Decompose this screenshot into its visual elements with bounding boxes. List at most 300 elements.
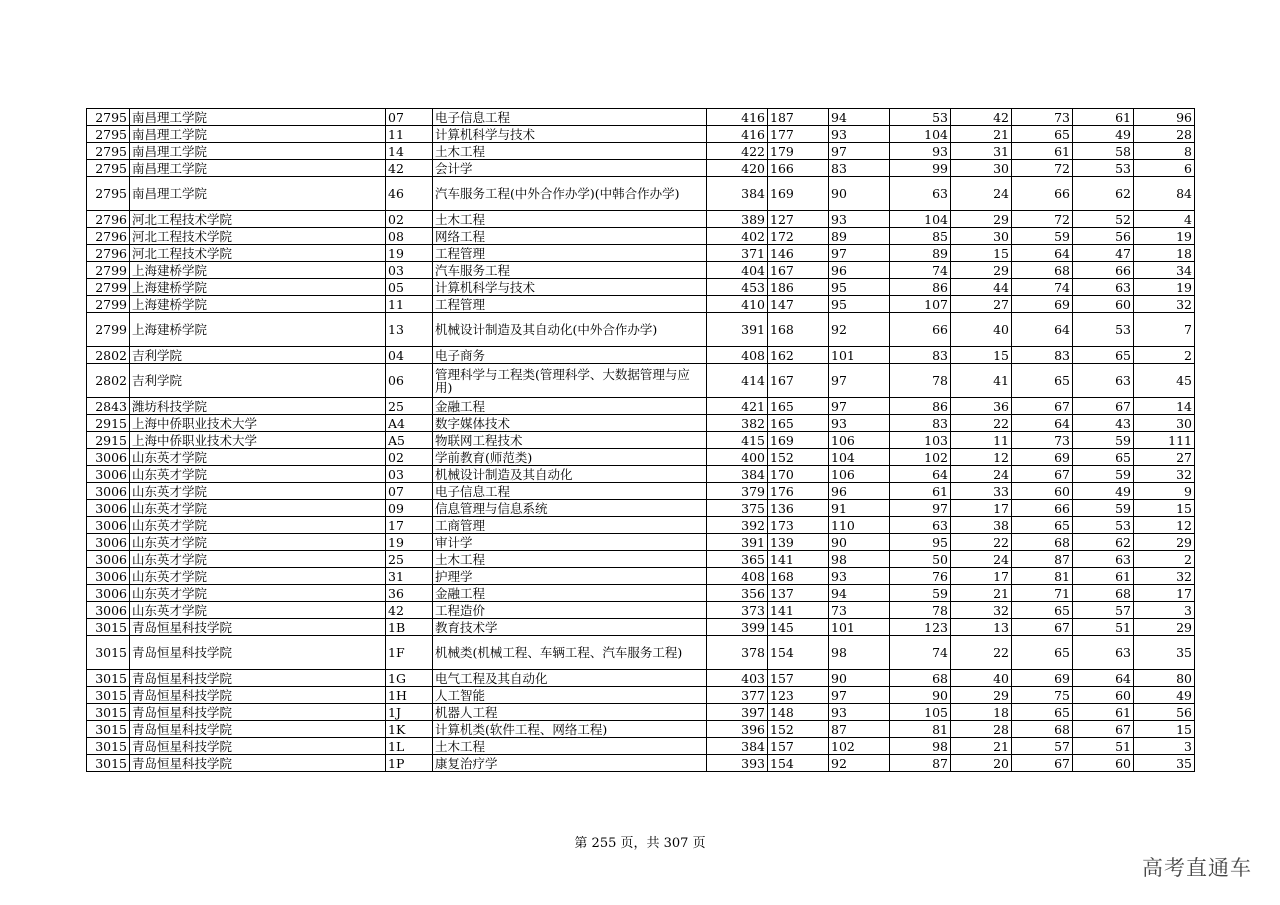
- school-code-cell: 3015: [87, 721, 130, 738]
- rank-cell: 32: [1134, 296, 1195, 313]
- score-col-5-cell: 29: [951, 262, 1012, 279]
- score-col-6-cell: 83: [1012, 347, 1073, 364]
- score-col-5-cell: 20: [951, 755, 1012, 772]
- school-name-cell: 南昌理工学院: [130, 109, 386, 126]
- score-col-4-cell: 81: [890, 721, 951, 738]
- score-col-7-cell: 53: [1073, 160, 1134, 177]
- major-name-cell: 汽车服务工程: [433, 262, 707, 279]
- score-col-3-cell: 95: [829, 279, 890, 296]
- table-row: [87, 364, 1195, 398]
- major-code-cell: 03: [386, 262, 433, 279]
- score-col-4-cell: 78: [890, 602, 951, 619]
- score-col-6-cell: 57: [1012, 738, 1073, 755]
- major-code-cell: 25: [386, 551, 433, 568]
- rank-cell: 4: [1134, 211, 1195, 228]
- score-col-4-cell: 86: [890, 398, 951, 415]
- school-name-cell: 山东英才学院: [130, 466, 386, 483]
- major-code-cell: 1J: [386, 704, 433, 721]
- score-col-5-cell: 12: [951, 449, 1012, 466]
- school-code-cell: 2799: [87, 279, 130, 296]
- score-col-2-cell: 157: [768, 738, 829, 755]
- school-name-cell: 山东英才学院: [130, 568, 386, 585]
- total-score-cell: 377: [707, 687, 768, 704]
- score-col-2-cell: 152: [768, 721, 829, 738]
- rank-cell: 18: [1134, 245, 1195, 262]
- total-score-cell: 421: [707, 398, 768, 415]
- major-name-cell: 计算机科学与技术: [433, 279, 707, 296]
- major-name-cell: 机械类(机械工程、车辆工程、汽车服务工程): [433, 636, 707, 670]
- major-name-cell: 护理学: [433, 568, 707, 585]
- score-col-4-cell: 66: [890, 313, 951, 347]
- score-col-6-cell: 65: [1012, 364, 1073, 398]
- major-code-cell: 1G: [386, 670, 433, 687]
- rank-cell: 3: [1134, 738, 1195, 755]
- score-col-2-cell: 157: [768, 670, 829, 687]
- school-name-cell: 山东英才学院: [130, 551, 386, 568]
- score-col-5-cell: 22: [951, 636, 1012, 670]
- school-code-cell: 3006: [87, 602, 130, 619]
- score-col-3-cell: 96: [829, 262, 890, 279]
- total-score-cell: 404: [707, 262, 768, 279]
- score-col-6-cell: 67: [1012, 398, 1073, 415]
- school-name-cell: 山东英才学院: [130, 517, 386, 534]
- score-col-6-cell: 69: [1012, 296, 1073, 313]
- major-name-cell: 工程管理: [433, 245, 707, 262]
- score-col-7-cell: 51: [1073, 738, 1134, 755]
- school-code-cell: 3006: [87, 568, 130, 585]
- score-col-4-cell: 93: [890, 143, 951, 160]
- score-col-4-cell: 87: [890, 755, 951, 772]
- rank-cell: 35: [1134, 636, 1195, 670]
- rank-cell: 111: [1134, 432, 1195, 449]
- score-col-2-cell: 167: [768, 262, 829, 279]
- score-col-3-cell: 98: [829, 551, 890, 568]
- table-row: [87, 211, 1195, 228]
- score-col-7-cell: 63: [1073, 364, 1134, 398]
- score-col-6-cell: 65: [1012, 602, 1073, 619]
- school-name-cell: 南昌理工学院: [130, 126, 386, 143]
- table-row: [87, 313, 1195, 347]
- score-col-5-cell: 17: [951, 568, 1012, 585]
- major-name-cell: 工程管理: [433, 296, 707, 313]
- rank-cell: 14: [1134, 398, 1195, 415]
- school-code-cell: 3006: [87, 517, 130, 534]
- score-col-5-cell: 22: [951, 534, 1012, 551]
- score-col-7-cell: 59: [1073, 466, 1134, 483]
- score-col-7-cell: 67: [1073, 721, 1134, 738]
- major-code-cell: 03: [386, 466, 433, 483]
- score-col-7-cell: 67: [1073, 398, 1134, 415]
- score-col-2-cell: 154: [768, 755, 829, 772]
- school-name-cell: 上海建桥学院: [130, 296, 386, 313]
- major-name-cell: 计算机类(软件工程、网络工程): [433, 721, 707, 738]
- rank-cell: 35: [1134, 755, 1195, 772]
- major-code-cell: 08: [386, 228, 433, 245]
- score-col-6-cell: 65: [1012, 517, 1073, 534]
- score-col-2-cell: 166: [768, 160, 829, 177]
- score-col-6-cell: 65: [1012, 704, 1073, 721]
- rank-cell: 27: [1134, 449, 1195, 466]
- score-col-4-cell: 74: [890, 636, 951, 670]
- total-score-cell: 403: [707, 670, 768, 687]
- score-col-3-cell: 91: [829, 500, 890, 517]
- major-name-cell: 信息管理与信息系统: [433, 500, 707, 517]
- school-name-cell: 青岛恒星科技学院: [130, 755, 386, 772]
- total-score-cell: 400: [707, 449, 768, 466]
- score-col-3-cell: 97: [829, 245, 890, 262]
- score-col-7-cell: 60: [1073, 687, 1134, 704]
- score-col-4-cell: 68: [890, 670, 951, 687]
- score-col-4-cell: 83: [890, 415, 951, 432]
- score-col-5-cell: 24: [951, 466, 1012, 483]
- major-name-cell: 教育技术学: [433, 619, 707, 636]
- school-code-cell: 2795: [87, 109, 130, 126]
- rank-cell: 17: [1134, 585, 1195, 602]
- score-col-2-cell: 123: [768, 687, 829, 704]
- rank-cell: 3: [1134, 602, 1195, 619]
- school-code-cell: 2795: [87, 177, 130, 211]
- score-col-4-cell: 63: [890, 517, 951, 534]
- major-name-cell: 会计学: [433, 160, 707, 177]
- total-score-cell: 384: [707, 738, 768, 755]
- table-row: [87, 415, 1195, 432]
- total-score-cell: 375: [707, 500, 768, 517]
- school-code-cell: 3006: [87, 466, 130, 483]
- table-row: [87, 585, 1195, 602]
- school-code-cell: 3015: [87, 636, 130, 670]
- major-name-cell: 电子信息工程: [433, 109, 707, 126]
- score-col-3-cell: 106: [829, 466, 890, 483]
- score-col-7-cell: 65: [1073, 449, 1134, 466]
- score-col-3-cell: 90: [829, 670, 890, 687]
- rank-cell: 28: [1134, 126, 1195, 143]
- score-col-2-cell: 139: [768, 534, 829, 551]
- score-col-7-cell: 66: [1073, 262, 1134, 279]
- major-name-cell: 土木工程: [433, 211, 707, 228]
- score-col-2-cell: 168: [768, 568, 829, 585]
- score-col-2-cell: 169: [768, 177, 829, 211]
- score-col-2-cell: 167: [768, 364, 829, 398]
- table-row: [87, 177, 1195, 211]
- score-col-6-cell: 81: [1012, 568, 1073, 585]
- school-name-cell: 河北工程技术学院: [130, 245, 386, 262]
- major-code-cell: A4: [386, 415, 433, 432]
- score-col-2-cell: 162: [768, 347, 829, 364]
- major-name-cell: 学前教育(师范类): [433, 449, 707, 466]
- major-code-cell: 11: [386, 126, 433, 143]
- school-code-cell: 3015: [87, 704, 130, 721]
- major-code-cell: 19: [386, 534, 433, 551]
- major-code-cell: 36: [386, 585, 433, 602]
- table-row: [87, 534, 1195, 551]
- score-col-7-cell: 63: [1073, 551, 1134, 568]
- score-col-3-cell: 95: [829, 296, 890, 313]
- score-col-6-cell: 61: [1012, 143, 1073, 160]
- total-score-cell: 415: [707, 432, 768, 449]
- rank-cell: 2: [1134, 347, 1195, 364]
- school-name-cell: 南昌理工学院: [130, 160, 386, 177]
- table-row: [87, 449, 1195, 466]
- score-col-3-cell: 92: [829, 313, 890, 347]
- table-row: [87, 687, 1195, 704]
- school-name-cell: 上海中侨职业技术大学: [130, 415, 386, 432]
- score-col-7-cell: 61: [1073, 109, 1134, 126]
- score-col-5-cell: 17: [951, 500, 1012, 517]
- total-score-cell: 378: [707, 636, 768, 670]
- score-col-4-cell: 99: [890, 160, 951, 177]
- score-col-7-cell: 56: [1073, 228, 1134, 245]
- table-row: [87, 126, 1195, 143]
- school-name-cell: 上海建桥学院: [130, 313, 386, 347]
- score-col-2-cell: 173: [768, 517, 829, 534]
- score-col-5-cell: 40: [951, 670, 1012, 687]
- school-code-cell: 3015: [87, 755, 130, 772]
- major-name-cell: 金融工程: [433, 398, 707, 415]
- major-name-cell: 土木工程: [433, 738, 707, 755]
- score-col-2-cell: 172: [768, 228, 829, 245]
- score-col-4-cell: 89: [890, 245, 951, 262]
- major-name-cell: 金融工程: [433, 585, 707, 602]
- table-row: [87, 721, 1195, 738]
- total-score-cell: 391: [707, 313, 768, 347]
- page-number: 第 255 页，共 307 页: [574, 836, 706, 851]
- rank-cell: 15: [1134, 500, 1195, 517]
- rank-cell: 29: [1134, 534, 1195, 551]
- score-col-7-cell: 62: [1073, 177, 1134, 211]
- score-col-5-cell: 24: [951, 551, 1012, 568]
- score-col-5-cell: 30: [951, 160, 1012, 177]
- school-code-cell: 3015: [87, 687, 130, 704]
- score-col-3-cell: 106: [829, 432, 890, 449]
- score-col-6-cell: 65: [1012, 636, 1073, 670]
- table-row: [87, 483, 1195, 500]
- school-code-cell: 2796: [87, 228, 130, 245]
- score-col-6-cell: 65: [1012, 126, 1073, 143]
- school-name-cell: 山东英才学院: [130, 449, 386, 466]
- score-col-3-cell: 92: [829, 755, 890, 772]
- rank-cell: 6: [1134, 160, 1195, 177]
- score-col-4-cell: 86: [890, 279, 951, 296]
- school-name-cell: 潍坊科技学院: [130, 398, 386, 415]
- score-col-7-cell: 63: [1073, 636, 1134, 670]
- score-col-4-cell: 61: [890, 483, 951, 500]
- score-col-2-cell: 169: [768, 432, 829, 449]
- score-col-4-cell: 107: [890, 296, 951, 313]
- score-col-4-cell: 59: [890, 585, 951, 602]
- score-col-4-cell: 102: [890, 449, 951, 466]
- score-col-4-cell: 64: [890, 466, 951, 483]
- score-col-3-cell: 93: [829, 568, 890, 585]
- score-col-7-cell: 58: [1073, 143, 1134, 160]
- table-row: [87, 568, 1195, 585]
- score-col-6-cell: 60: [1012, 483, 1073, 500]
- table-row: [87, 517, 1195, 534]
- total-score-cell: 396: [707, 721, 768, 738]
- table-row: [87, 636, 1195, 670]
- score-col-7-cell: 62: [1073, 534, 1134, 551]
- rank-cell: 96: [1134, 109, 1195, 126]
- score-col-4-cell: 97: [890, 500, 951, 517]
- school-code-cell: 3015: [87, 670, 130, 687]
- score-col-5-cell: 31: [951, 143, 1012, 160]
- score-col-4-cell: 74: [890, 262, 951, 279]
- major-code-cell: 09: [386, 500, 433, 517]
- school-code-cell: 3006: [87, 585, 130, 602]
- score-col-3-cell: 83: [829, 160, 890, 177]
- rank-cell: 84: [1134, 177, 1195, 211]
- score-col-5-cell: 44: [951, 279, 1012, 296]
- score-col-4-cell: 123: [890, 619, 951, 636]
- rank-cell: 19: [1134, 279, 1195, 296]
- major-name-cell: 电子信息工程: [433, 483, 707, 500]
- score-col-7-cell: 63: [1073, 279, 1134, 296]
- score-col-4-cell: 105: [890, 704, 951, 721]
- score-col-5-cell: 30: [951, 228, 1012, 245]
- score-col-5-cell: 41: [951, 364, 1012, 398]
- table-row: [87, 704, 1195, 721]
- school-code-cell: 2796: [87, 245, 130, 262]
- school-code-cell: 3006: [87, 483, 130, 500]
- score-col-6-cell: 68: [1012, 534, 1073, 551]
- score-col-5-cell: 28: [951, 721, 1012, 738]
- score-col-2-cell: 168: [768, 313, 829, 347]
- score-col-7-cell: 59: [1073, 432, 1134, 449]
- rank-cell: 30: [1134, 415, 1195, 432]
- score-col-7-cell: 60: [1073, 296, 1134, 313]
- score-col-7-cell: 51: [1073, 619, 1134, 636]
- score-col-2-cell: 136: [768, 500, 829, 517]
- score-col-3-cell: 97: [829, 687, 890, 704]
- major-name-cell: 管理科学与工程类(管理科学、大数据管理与应用): [433, 364, 707, 398]
- total-score-cell: 391: [707, 534, 768, 551]
- score-col-3-cell: 101: [829, 347, 890, 364]
- major-name-cell: 审计学: [433, 534, 707, 551]
- total-score-cell: 392: [707, 517, 768, 534]
- major-code-cell: 42: [386, 160, 433, 177]
- school-code-cell: 3006: [87, 534, 130, 551]
- major-code-cell: 31: [386, 568, 433, 585]
- table-row: [87, 500, 1195, 517]
- school-code-cell: 2795: [87, 143, 130, 160]
- score-col-4-cell: 104: [890, 211, 951, 228]
- score-col-5-cell: 21: [951, 738, 1012, 755]
- score-col-5-cell: 36: [951, 398, 1012, 415]
- score-col-6-cell: 71: [1012, 585, 1073, 602]
- score-col-4-cell: 104: [890, 126, 951, 143]
- score-col-4-cell: 83: [890, 347, 951, 364]
- major-name-cell: 机器人工程: [433, 704, 707, 721]
- table-row: [87, 755, 1195, 772]
- total-score-cell: 416: [707, 126, 768, 143]
- school-code-cell: 3006: [87, 551, 130, 568]
- score-col-5-cell: 21: [951, 126, 1012, 143]
- major-code-cell: 1H: [386, 687, 433, 704]
- major-code-cell: 04: [386, 347, 433, 364]
- score-col-5-cell: 24: [951, 177, 1012, 211]
- score-col-6-cell: 66: [1012, 500, 1073, 517]
- school-code-cell: 2799: [87, 262, 130, 279]
- score-col-2-cell: 170: [768, 466, 829, 483]
- school-name-cell: 青岛恒星科技学院: [130, 721, 386, 738]
- total-score-cell: 384: [707, 177, 768, 211]
- score-col-3-cell: 97: [829, 398, 890, 415]
- score-col-3-cell: 73: [829, 602, 890, 619]
- score-col-4-cell: 95: [890, 534, 951, 551]
- score-col-3-cell: 93: [829, 211, 890, 228]
- total-score-cell: 397: [707, 704, 768, 721]
- school-name-cell: 山东英才学院: [130, 534, 386, 551]
- score-col-2-cell: 137: [768, 585, 829, 602]
- score-col-2-cell: 186: [768, 279, 829, 296]
- major-code-cell: 1P: [386, 755, 433, 772]
- major-code-cell: 1K: [386, 721, 433, 738]
- major-code-cell: 06: [386, 364, 433, 398]
- rank-cell: 2: [1134, 551, 1195, 568]
- score-col-7-cell: 52: [1073, 211, 1134, 228]
- school-name-cell: 青岛恒星科技学院: [130, 738, 386, 755]
- major-code-cell: 1F: [386, 636, 433, 670]
- major-name-cell: 汽车服务工程(中外合作办学)(中韩合作办学): [433, 177, 707, 211]
- school-name-cell: 上海建桥学院: [130, 279, 386, 296]
- score-col-3-cell: 93: [829, 704, 890, 721]
- score-col-4-cell: 50: [890, 551, 951, 568]
- table-row: [87, 143, 1195, 160]
- school-code-cell: 2802: [87, 347, 130, 364]
- score-col-4-cell: 98: [890, 738, 951, 755]
- score-col-2-cell: 146: [768, 245, 829, 262]
- score-col-7-cell: 64: [1073, 670, 1134, 687]
- score-col-6-cell: 67: [1012, 619, 1073, 636]
- major-code-cell: 1L: [386, 738, 433, 755]
- major-code-cell: 1B: [386, 619, 433, 636]
- score-col-2-cell: 176: [768, 483, 829, 500]
- major-name-cell: 土木工程: [433, 551, 707, 568]
- major-code-cell: 46: [386, 177, 433, 211]
- table-row: [87, 432, 1195, 449]
- score-col-6-cell: 64: [1012, 313, 1073, 347]
- score-col-3-cell: 90: [829, 534, 890, 551]
- score-col-6-cell: 75: [1012, 687, 1073, 704]
- total-score-cell: 379: [707, 483, 768, 500]
- score-col-4-cell: 103: [890, 432, 951, 449]
- total-score-cell: 382: [707, 415, 768, 432]
- rank-cell: 56: [1134, 704, 1195, 721]
- major-code-cell: 07: [386, 109, 433, 126]
- score-col-5-cell: 21: [951, 585, 1012, 602]
- rank-cell: 32: [1134, 568, 1195, 585]
- school-code-cell: 2799: [87, 313, 130, 347]
- total-score-cell: 420: [707, 160, 768, 177]
- total-score-cell: 365: [707, 551, 768, 568]
- score-col-2-cell: 177: [768, 126, 829, 143]
- score-col-5-cell: 15: [951, 245, 1012, 262]
- score-col-6-cell: 74: [1012, 279, 1073, 296]
- score-col-3-cell: 94: [829, 585, 890, 602]
- score-col-6-cell: 73: [1012, 432, 1073, 449]
- rank-cell: 32: [1134, 466, 1195, 483]
- school-code-cell: 2843: [87, 398, 130, 415]
- score-col-4-cell: 85: [890, 228, 951, 245]
- score-col-3-cell: 97: [829, 364, 890, 398]
- score-col-2-cell: 147: [768, 296, 829, 313]
- score-col-7-cell: 61: [1073, 704, 1134, 721]
- score-col-4-cell: 78: [890, 364, 951, 398]
- score-col-2-cell: 127: [768, 211, 829, 228]
- school-code-cell: 2915: [87, 415, 130, 432]
- school-name-cell: 河北工程技术学院: [130, 211, 386, 228]
- score-col-5-cell: 33: [951, 483, 1012, 500]
- score-col-7-cell: 57: [1073, 602, 1134, 619]
